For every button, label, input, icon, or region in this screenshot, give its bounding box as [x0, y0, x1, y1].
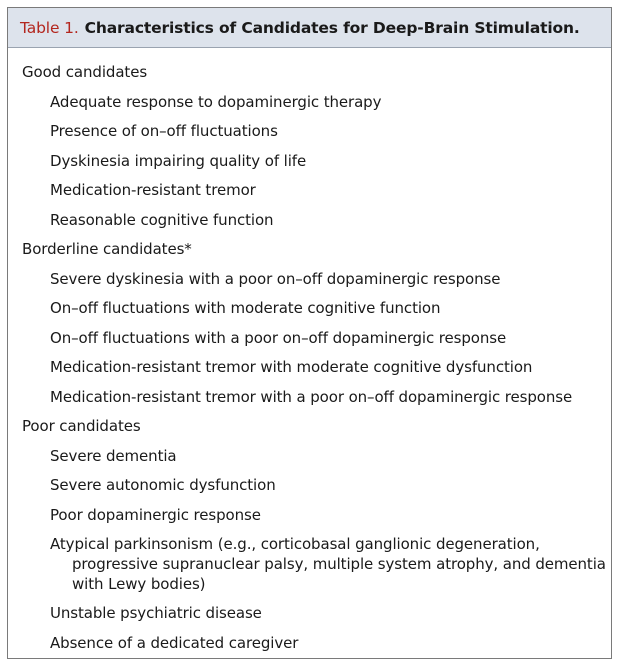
table-number-label: Table 1. [20, 18, 79, 37]
group-heading-poor: Poor candidates [22, 417, 141, 435]
table-container [7, 7, 612, 659]
list-item: Unstable psychiatric disease [50, 604, 262, 622]
list-item: Medication-resistant tremor [50, 181, 256, 199]
list-item: Reasonable cognitive function [50, 210, 274, 229]
list-item: Atypical parkinsonism (e.g., corticobasal ganglionic degeneration, progressive supranuclear palsy, multiple system atrophy, and dementia with Lewy bodies) [50, 535, 606, 593]
table-body [8, 48, 611, 658]
list-item: Adequate response to dopaminergic therapy [50, 92, 382, 111]
group-heading-good: Good candidates [22, 63, 148, 81]
list-item: Poor dopaminergic response [50, 505, 261, 524]
list-item: Dyskinesia impairing quality of life [50, 151, 307, 170]
list-item: Severe dementia [50, 446, 177, 465]
list-item: Severe autonomic dysfunction [50, 476, 276, 494]
list-item: Medication-resistant tremor with a poor on–off dopaminergic response [50, 387, 573, 406]
list-item: Medication-resistant tremor with moderate cognitive dysfunction [50, 358, 533, 376]
list-item: On–off fluctuations with a poor on–off dopaminergic response [50, 328, 507, 347]
table-title: Characteristics of Candidates for Deep-Brain Stimulation. [84, 18, 580, 37]
list-item: On–off fluctuations with moderate cognitive function [50, 299, 441, 317]
group-heading-borderline: Borderline candidates* [22, 240, 192, 258]
list-item: Severe dyskinesia with a poor on–off dopaminergic response [50, 269, 501, 288]
list-item: Presence of on–off fluctuations [50, 122, 278, 140]
table-caption [8, 8, 611, 48]
list-item: Absence of a dedicated caregiver [50, 633, 299, 652]
